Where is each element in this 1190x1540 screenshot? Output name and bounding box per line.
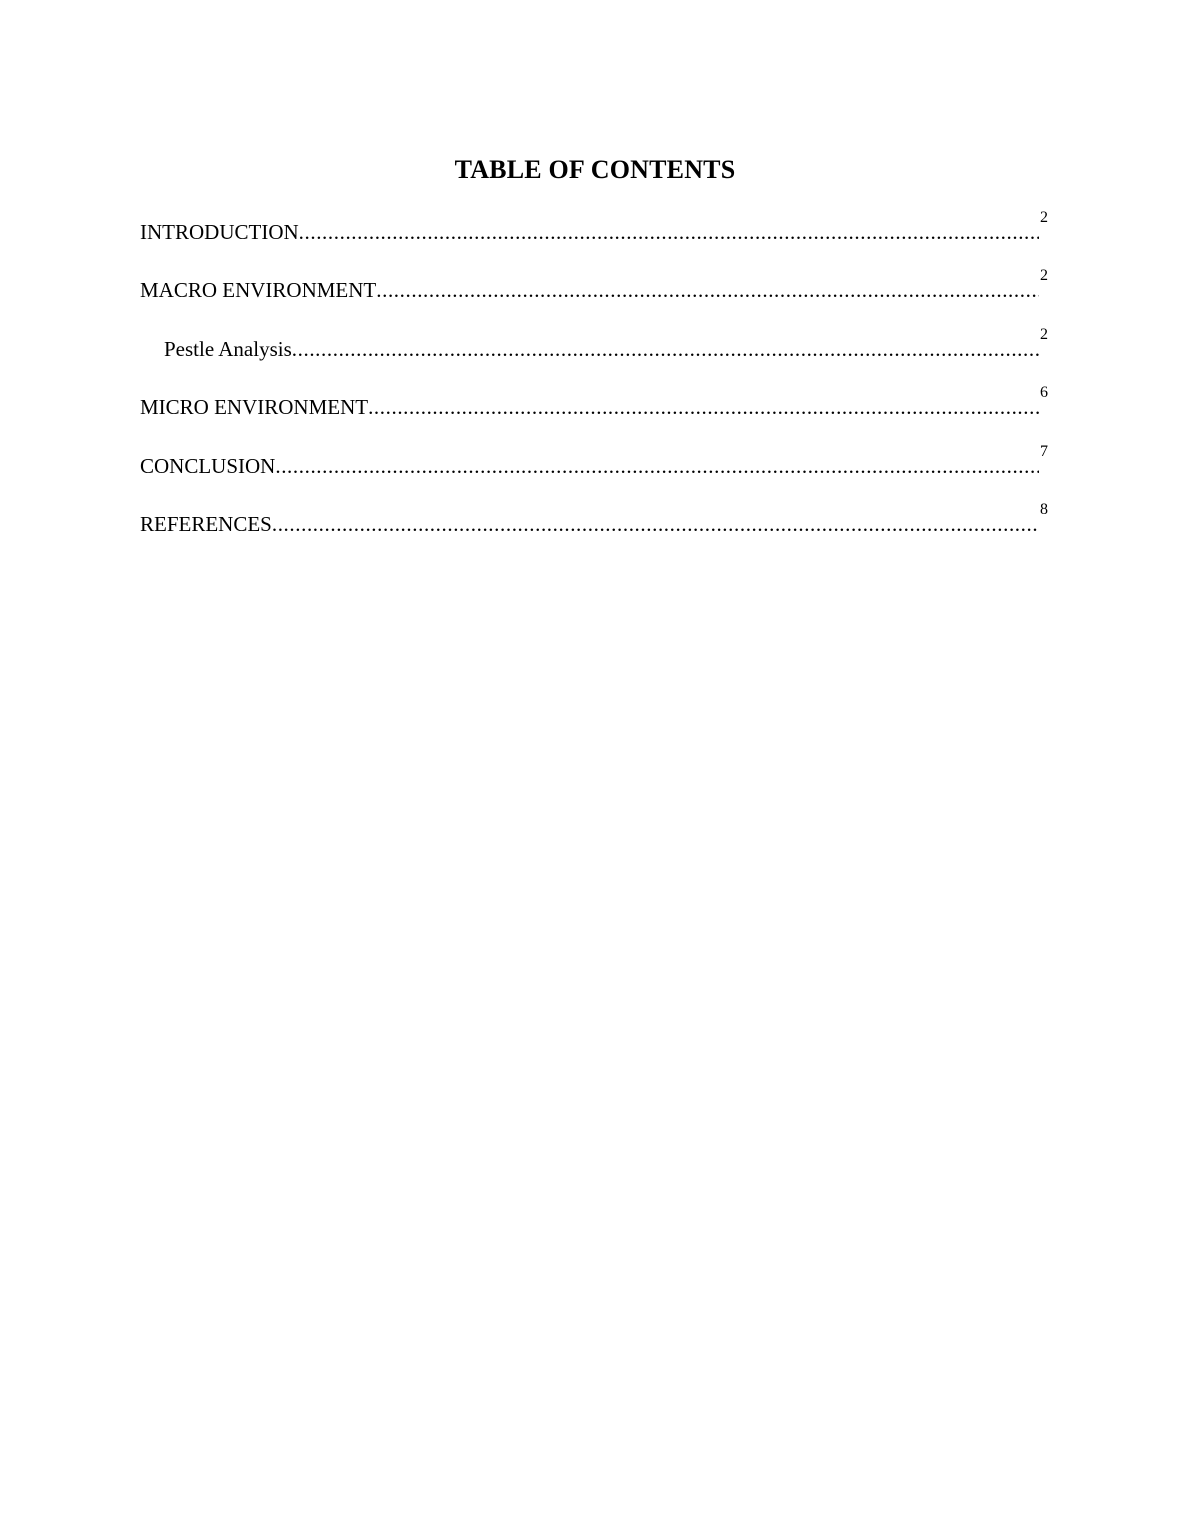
- toc-entry-label: MACRO ENVIRONMENT: [140, 278, 377, 303]
- toc-entry-page-number: 2: [1040, 325, 1048, 343]
- toc-leader-dots: [272, 510, 1039, 538]
- toc-entry-label: MICRO ENVIRONMENT: [140, 395, 369, 420]
- toc-leader-dots: [275, 452, 1039, 480]
- toc-entry-label: INTRODUCTION: [140, 220, 299, 244]
- toc-entry-page-number: 8: [1040, 500, 1048, 518]
- toc-title: TABLE OF CONTENTS: [454, 155, 736, 184]
- toc-leader-dots: [299, 218, 1039, 246]
- toc-entry-macro-environment[interactable]: [140, 267, 1050, 334]
- toc-entry-references[interactable]: [140, 500, 1050, 568]
- toc-leader-dots: [368, 393, 1039, 421]
- toc-entry-introduction[interactable]: [140, 209, 1050, 276]
- toc-entry-conclusion[interactable]: [140, 442, 1050, 510]
- toc-entry-label: REFERENCES: [140, 511, 272, 536]
- toc-entry-label: CONCLUSION: [140, 453, 276, 478]
- toc-list: [140, 209, 1050, 568]
- toc-leader-dots: [376, 276, 1039, 304]
- toc-entry-micro-environment[interactable]: [140, 384, 1050, 451]
- toc-entry-page-number: 2: [1040, 209, 1048, 226]
- toc-entry-page-number: 7: [1040, 442, 1048, 460]
- toc-leader-dots: [292, 335, 1039, 363]
- toc-entry-pestle-analysis[interactable]: [140, 325, 1050, 393]
- toc-entry-page-number: 6: [1040, 384, 1048, 402]
- toc-entry-page-number: 2: [1040, 267, 1048, 285]
- toc-entry-label: Pestle Analysis: [164, 336, 292, 361]
